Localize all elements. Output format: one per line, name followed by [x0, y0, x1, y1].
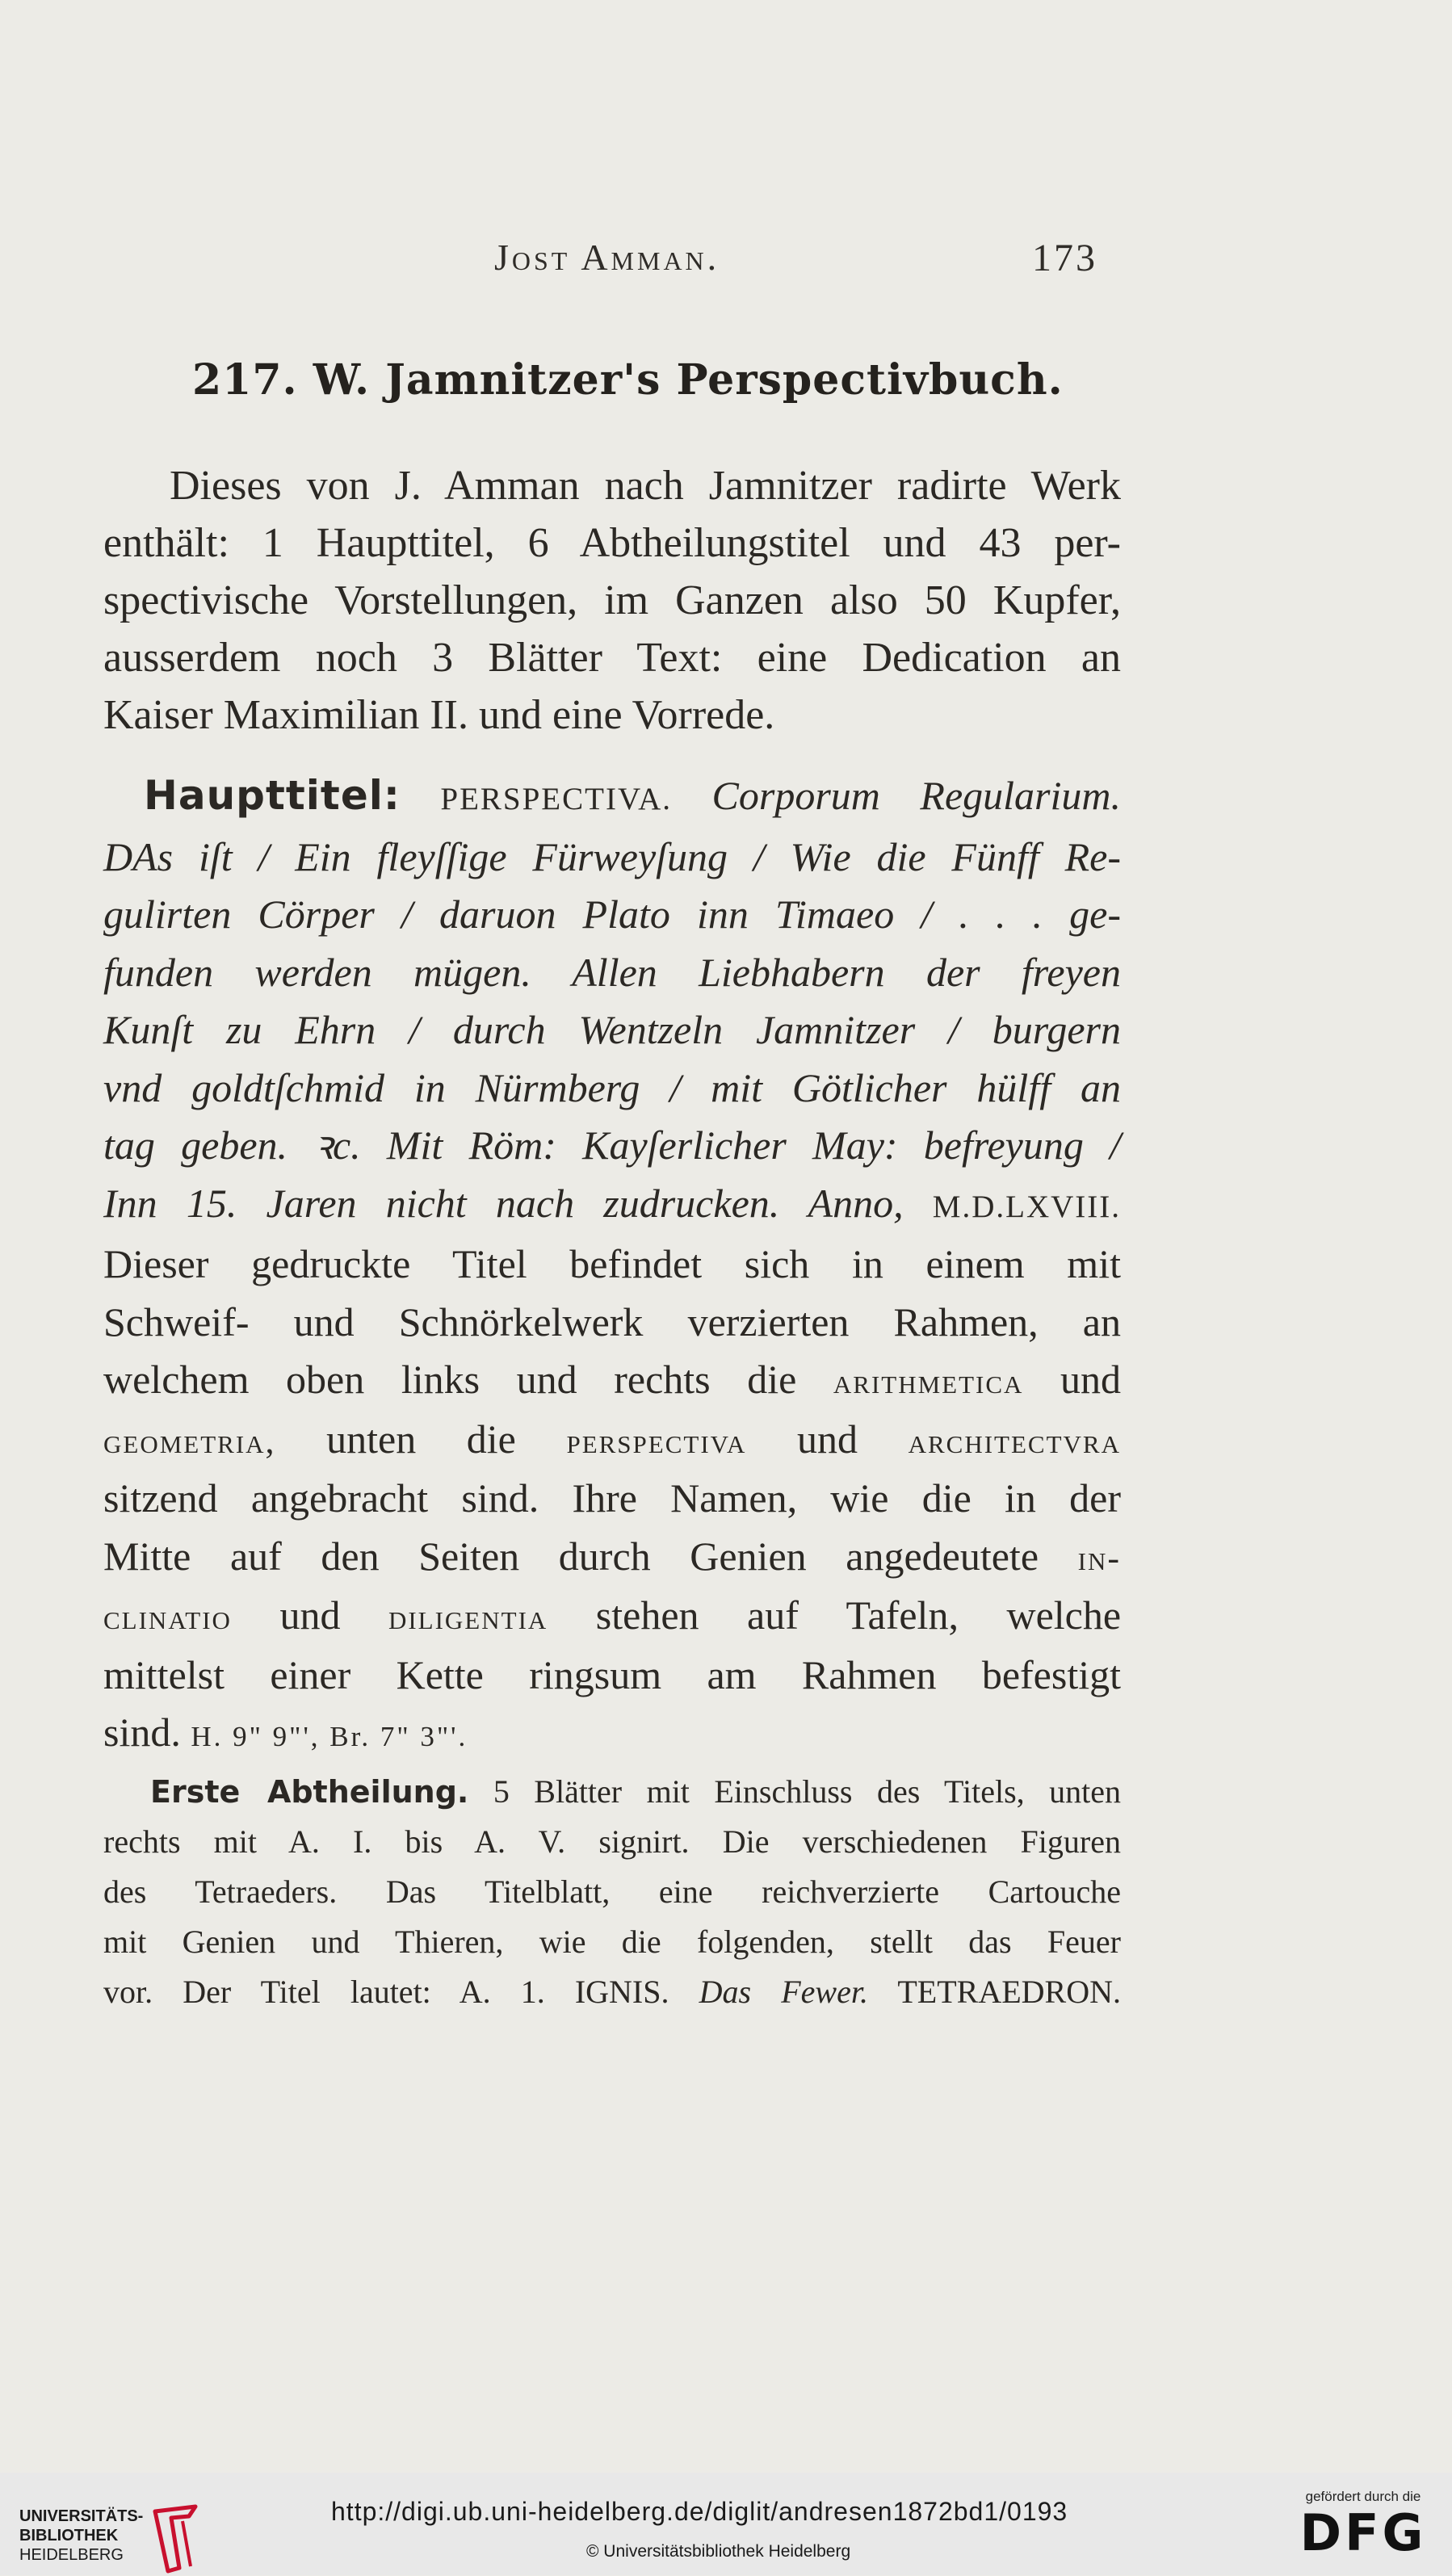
haupttitel-line: DAs iſt / Ein fleyſſige Fürweyſung / Wie die Fünff Re- — [103, 833, 1121, 879]
intro-line: spectivische Vorstellungen, im Ganzen also 50 Kupfer, — [103, 577, 1121, 623]
erste-line: rechts mit A. I. bis A. V. signirt. Die verschiedenen Figuren — [103, 1823, 1121, 1860]
title-italic: Inn 15. Jaren nicht nach zudrucken. Anno, — [103, 1180, 904, 1226]
text-run: und — [279, 1592, 341, 1638]
erste-line: des Tetraeders. Das Titelblatt, eine reichverzierte Cartouche — [103, 1873, 1121, 1910]
haupttitel-paragraph — [103, 767, 1121, 1766]
text-run: 5 Blätter mit Einschluss des Titels, unten — [493, 1773, 1122, 1810]
text-run: welchem oben links und rechts die — [103, 1357, 797, 1402]
figure-name: clinatio — [103, 1597, 232, 1637]
library-logo-icon — [147, 2503, 204, 2576]
library-name-line: HEIDELBERG — [19, 2546, 124, 2564]
running-head-author: Jost Amman. — [494, 237, 720, 278]
haupttitel-line — [103, 1351, 1121, 1411]
text-run: sind. — [103, 1710, 181, 1755]
date-caps: M.D.LXVIII. — [932, 1189, 1122, 1224]
section-title: 217. W. Jamnitzer's Perspectivbuch. — [192, 355, 1064, 405]
haupttitel-line — [103, 1704, 1121, 1766]
intro-paragraph — [103, 457, 1121, 744]
ub-heidelberg-logo[interactable] — [19, 2489, 205, 2570]
title-caps: PERSPECTIVA. — [440, 782, 672, 816]
running-head — [0, 236, 1452, 284]
title-italic: Corporum Regularium. — [711, 773, 1121, 818]
haupttitel-line: funden werden mügen. Allen Liebhabern der freyen — [103, 949, 1121, 995]
figure-name: architectvra — [908, 1420, 1121, 1461]
text-run: Mitte auf den Seiten durch Genien angedeutete — [103, 1533, 1039, 1579]
figure-name: perspectiva — [566, 1420, 747, 1461]
page-number: 173 — [1032, 237, 1097, 279]
haupttitel-line — [103, 1411, 1121, 1471]
text-run: TETRAEDRON. — [897, 1974, 1121, 2010]
text-run: und — [797, 1416, 858, 1462]
copyright-notice: © Universitätsbibliothek Heidelberg — [586, 2542, 851, 2561]
funding-note: gefördert durch die — [1305, 2489, 1421, 2504]
erste-abtheilung-paragraph — [103, 1767, 1121, 2017]
text-run: vor. Der Titel lautet: A. 1. IGNIS. — [103, 1974, 669, 2010]
haupttitel-line: vnd goldtſchmid in Nürmberg / mit Götlicher hülff an — [103, 1064, 1121, 1110]
intro-line: ausserdem noch 3 Blätter Text: eine Dedication an — [103, 635, 1121, 681]
erste-line: mit Genien und Thieren, wie die folgenden, stellt das Feuer — [103, 1924, 1121, 1960]
haupttitel-line — [103, 1528, 1121, 1588]
figure-name: arithmetica — [833, 1361, 1024, 1401]
haupttitel-line: Dieser gedruckte Titel befindet sich in einem mit — [103, 1241, 1121, 1286]
haupttitel-line — [103, 767, 1121, 829]
title-italic: Das Fewer. — [699, 1974, 868, 2010]
dfg-logo: DFG — [1299, 2503, 1427, 2562]
figure-name: diligentia — [388, 1597, 548, 1637]
intro-line: enthält: 1 Haupttitel, 6 Abtheilungstitel und 43 per- — [103, 520, 1121, 566]
haupttitel-line: mittelst einer Kette ringsum am Rahmen befestigt — [103, 1651, 1121, 1697]
dfg-funding[interactable] — [1290, 2489, 1436, 2561]
text-run: unten die — [326, 1416, 516, 1462]
erste-line — [103, 1767, 1121, 1817]
permalink-url[interactable]: http://digi.ub.uni-heidelberg.de/diglit/andresen1872bd1/0193 — [331, 2497, 1068, 2526]
intro-line: Dieses von J. Amman nach Jamnitzer radirte Werk — [170, 463, 1121, 509]
haupttitel-line: sitzend angebracht sind. Ihre Namen, wie die in der — [103, 1475, 1121, 1521]
haupttitel-line: Kunſt zu Ehrn / durch Wentzeln Jamnitzer / burgern — [103, 1007, 1121, 1052]
erste-abtheilung-label: Erste Abtheilung. — [150, 1774, 469, 1810]
haupttitel-label: Haupttitel: — [144, 772, 401, 819]
text-run: und — [1060, 1357, 1122, 1402]
haupttitel-line: Schweif- und Schnörkelwerk verzierten Rahmen, an — [103, 1298, 1121, 1345]
viewer-footer — [0, 2473, 1452, 2575]
text-run: stehen auf Tafeln, welche — [595, 1592, 1122, 1638]
intro-line: Kaiser Maximilian II. und eine Vorrede. — [103, 692, 775, 738]
haupttitel-line: tag geben. ꝛc. Mit Röm: Kayſerlicher May: befreyung / — [103, 1122, 1121, 1168]
figure-name: geometria, — [103, 1420, 276, 1461]
dimensions: H. 9" 9"', Br. 7" 3"'. — [191, 1721, 468, 1752]
haupttitel-line: gulirten Cörper / daruon Plato inn Timaeo / . . . ge- — [103, 892, 1121, 937]
haupttitel-line — [103, 1587, 1121, 1647]
haupttitel-line — [103, 1175, 1121, 1236]
figure-name: in- — [1077, 1538, 1122, 1578]
library-name — [19, 2507, 143, 2565]
library-name-line: BIBLIOTHEK — [19, 2527, 119, 2545]
library-name-line: UNIVERSITÄTS- — [19, 2507, 144, 2525]
erste-line — [103, 1967, 1121, 2017]
